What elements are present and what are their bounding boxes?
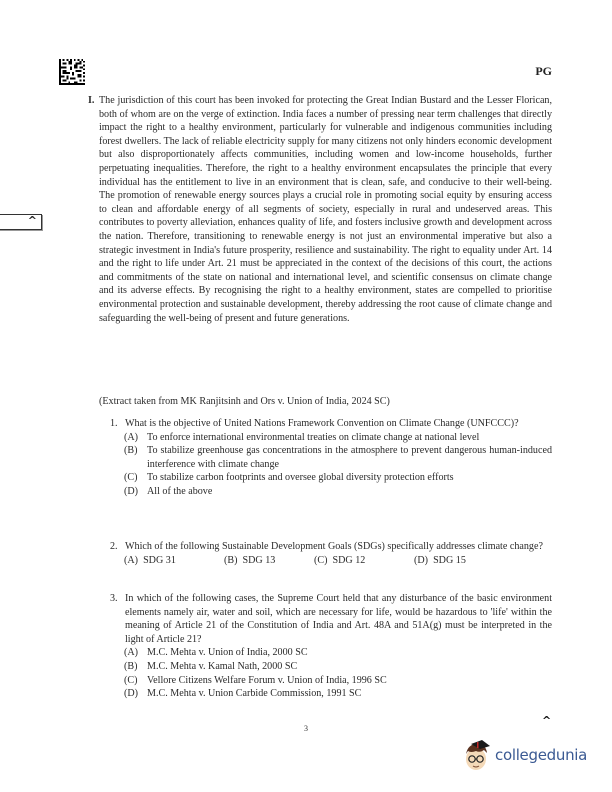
- page-tag: PG: [535, 64, 552, 78]
- question-text: What is the objective of United Nations Framework Convention on Climate Change (UNFCCC)?: [125, 418, 519, 429]
- option-d: (D) All of the above: [124, 485, 213, 497]
- inline-options: [124, 554, 552, 568]
- question-1: [110, 417, 552, 499]
- question-number: 2.: [110, 541, 118, 552]
- page-number: 3: [304, 724, 308, 733]
- option-c: (C) Vellore Citizens Welfare Forum v. Union of India, 1996 SC: [124, 674, 387, 686]
- option-a: (A) SDG 31: [124, 554, 176, 566]
- question-text: In which of the following cases, the Supreme Court held that any disturbance of the basic environment elements namely air, water and soil, which are necessary for life, would be hazardous to 'life' within the meaning of Article 21 of the Constitution of India and Art. 48A and 51A(g) must be interpreted in the light of Article 21?: [125, 593, 552, 645]
- mascot-icon: [462, 738, 492, 772]
- option-b: (B) SDG 13: [224, 554, 276, 566]
- question-number: 3.: [110, 593, 118, 604]
- question-number: 1.: [110, 418, 118, 429]
- collegedunia-logo[interactable]: [462, 738, 587, 772]
- caret-up-icon: ^: [27, 214, 37, 227]
- option-c: (C) To stabilize carbon footprints and oversee global diversity protection efforts: [124, 472, 454, 484]
- scroll-to-top-icon[interactable]: ^: [542, 714, 552, 727]
- datamatrix-code-icon: [59, 59, 85, 85]
- option-d: (D) M.C. Mehta v. Union Carbide Commission, 1991 SC: [124, 688, 362, 700]
- option-a: (A) To enforce international environmental treaties on climate change at national level: [124, 431, 480, 443]
- passage-text: The jurisdiction of this court has been invoked for protecting the Great Indian Bustard and the Lesser Florican, both of whom are on the verge of extinction. India faces a number of pressing near term challenges that directly impact the right to a healthy environment, particularly for vulnerable and indigenous communities including forest dwellers. The lack of reliable electricity supply for many citizens not only hinders economic development but also disproportionately affects communities, including women and low-income households, further perpetuating inequalities. Therefore, the right to a healthy environment encapsulates the principle that every individual has the entitlement to live in an environment that is clean, safe, and conducive to their well-being. The promotion of renewable energy sources plays a crucial role in promoting social equity by ensuring access to clean and affordable energy of all segments of society, especially in rural and undeserved areas. This contributes to poverty alleviation, enhances quality of life, and fosters inclusive growth and development across the nation. Therefore, transitioning to renewable energy is not just an environmental imperative but also a strategic investment in India's future prosperity, resilience and sustainability. The right to equality under Art. 14 and the right to life under Art. 21 must be appreciated in the context of the decisions of this court, the actions and commitments of the state on national and international level, and scientific consensus on climate change and its adverse effects. By recognising the right to a healthy environment, states are compelled to prioritise environmental protection and sustainable development, thereby addressing the root cause of climate change and safeguarding the well-being of present and future generations.: [99, 95, 552, 324]
- option-b: (B) M.C. Mehta v. Kamal Nath, 2000 SC: [124, 660, 298, 672]
- question-2: [110, 540, 552, 567]
- question-text: Which of the following Sustainable Development Goals (SDGs) specifically addresses climate change?: [125, 541, 543, 552]
- passage-number: I.: [88, 95, 95, 106]
- option-a: (A) M.C. Mehta v. Union of India, 2000 SC: [124, 647, 308, 659]
- passage-source: (Extract taken from MK Ranjitsinh and Ors v. Union of India, 2024 SC): [99, 396, 390, 407]
- option-b: (B) To stabilize greenhouse gas concentrations in the atmosphere to prevent dangerous human-induced interference with climate change: [124, 445, 552, 470]
- collapse-toggle-button[interactable]: [0, 214, 42, 230]
- brand-name: collegedunia: [495, 746, 588, 764]
- question-3: [110, 592, 552, 701]
- option-c: (C) SDG 12: [314, 554, 366, 566]
- passage: [88, 94, 552, 325]
- option-d: (D) SDG 15: [414, 554, 466, 566]
